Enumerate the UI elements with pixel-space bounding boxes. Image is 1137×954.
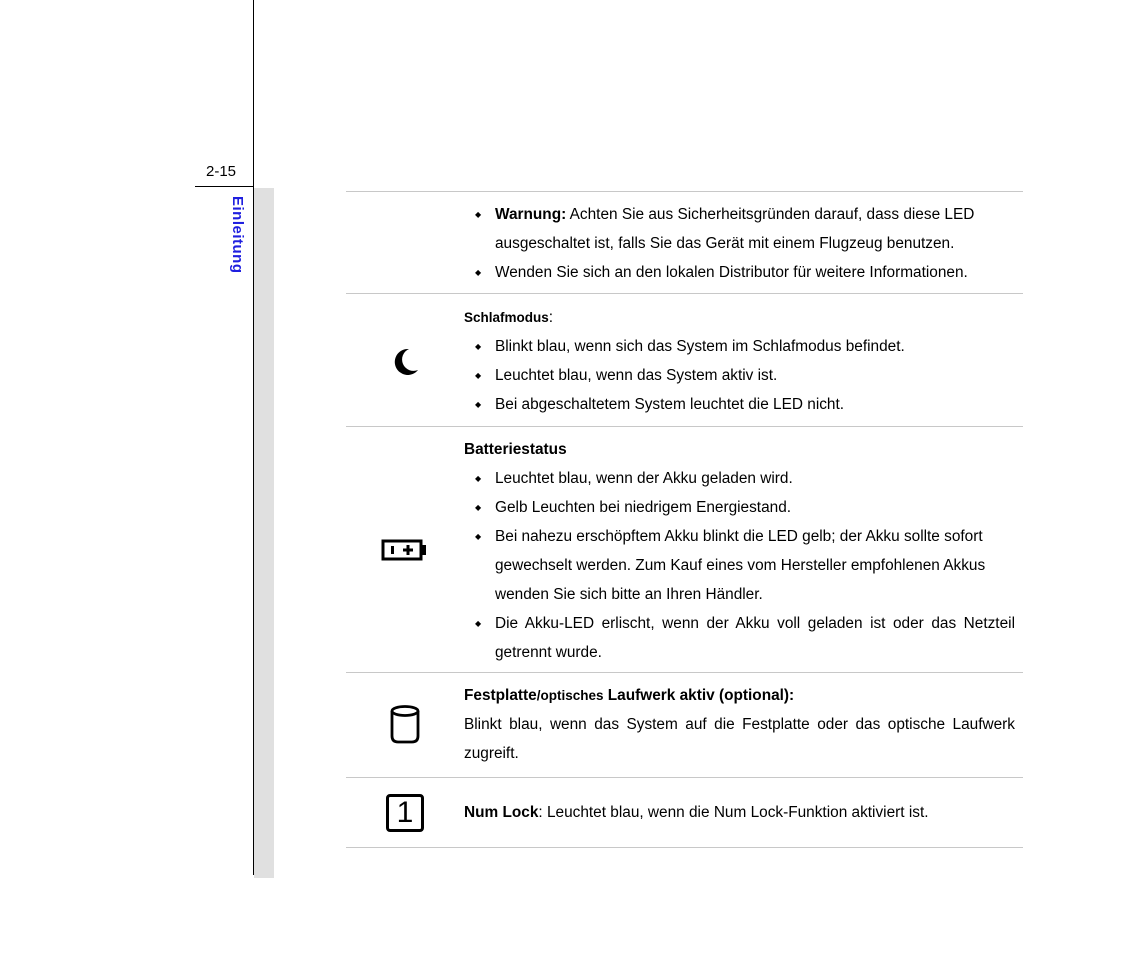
table-row-sleep-mode (346, 293, 1023, 426)
warning-list (464, 200, 1015, 287)
table-row-hdd-activity (346, 672, 1023, 777)
list-item: ◆ Bei nahezu erschöpftem Akku blinkt die LED gelb; der Akku sollte sofort gewechselt werden. Zum Kauf eines vom Hersteller empfohlenen Akkus wenden Sie sich bitte an Ihren Händler. (464, 522, 1015, 609)
table-row-battery-status (346, 426, 1023, 672)
hdd-icon (388, 704, 422, 746)
list-item: ◆ Warnung: Achten Sie aus Sicherheitsgründen darauf, dass diese LED ausgeschaltet ist, falls Sie das Gerät mit einem Flugzeug benutzen. (464, 200, 1015, 258)
list-item: ◆ Leuchtet blau, wenn das System aktiv ist. (464, 361, 1015, 390)
hdd-activity-description: Blinkt blau, wenn das System auf die Festplatte oder das optische Laufwerk zugreift. (464, 716, 1015, 762)
list-item: ◆ Wenden Sie sich an den lokalen Distributor für weitere Informationen. (464, 258, 1015, 287)
list-item: ◆ Die Akku-LED erlischt, wenn der Akku voll geladen ist oder das Netzteil getrennt wurde. (464, 609, 1015, 667)
sleep-mode-list (464, 332, 1015, 419)
num-lock-icon: 1 (386, 794, 424, 832)
sleep-mode-title: Schlafmodus: (464, 309, 554, 326)
list-item: ◆ Bei abgeschaltetem System leuchtet die LED nicht. (464, 390, 1015, 419)
hdd-activity-title: Festplatte/optisches Laufwerk aktiv (optional): (464, 687, 795, 704)
icon-cell-empty (346, 192, 464, 293)
table-row-num-lock (346, 777, 1023, 848)
battery-status-title: Batteriestatus (464, 441, 567, 458)
page-number: 2-15 (206, 163, 237, 180)
list-item: ◆ Blinkt blau, wenn sich das System im Schlafmodus befindet. (464, 332, 1015, 361)
moon-icon (389, 346, 421, 378)
led-indicator-table (346, 191, 1023, 848)
battery-icon (381, 537, 429, 563)
table-row-warning (346, 191, 1023, 293)
warning-label: Warnung: (495, 206, 567, 223)
list-item: ◆ Gelb Leuchten bei niedrigem Energiestand. (464, 493, 1015, 522)
chapter-title: Einleitung (229, 196, 246, 274)
page-number-underline (195, 186, 254, 187)
battery-status-list (464, 464, 1015, 667)
list-item: ◆ Leuchtet blau, wenn der Akku geladen wird. (464, 464, 1015, 493)
chapter-side-bar (254, 188, 274, 878)
num-lock-description: Num Lock: Leuchtet blau, wenn die Num Lock-Funktion aktiviert ist. (464, 804, 929, 821)
